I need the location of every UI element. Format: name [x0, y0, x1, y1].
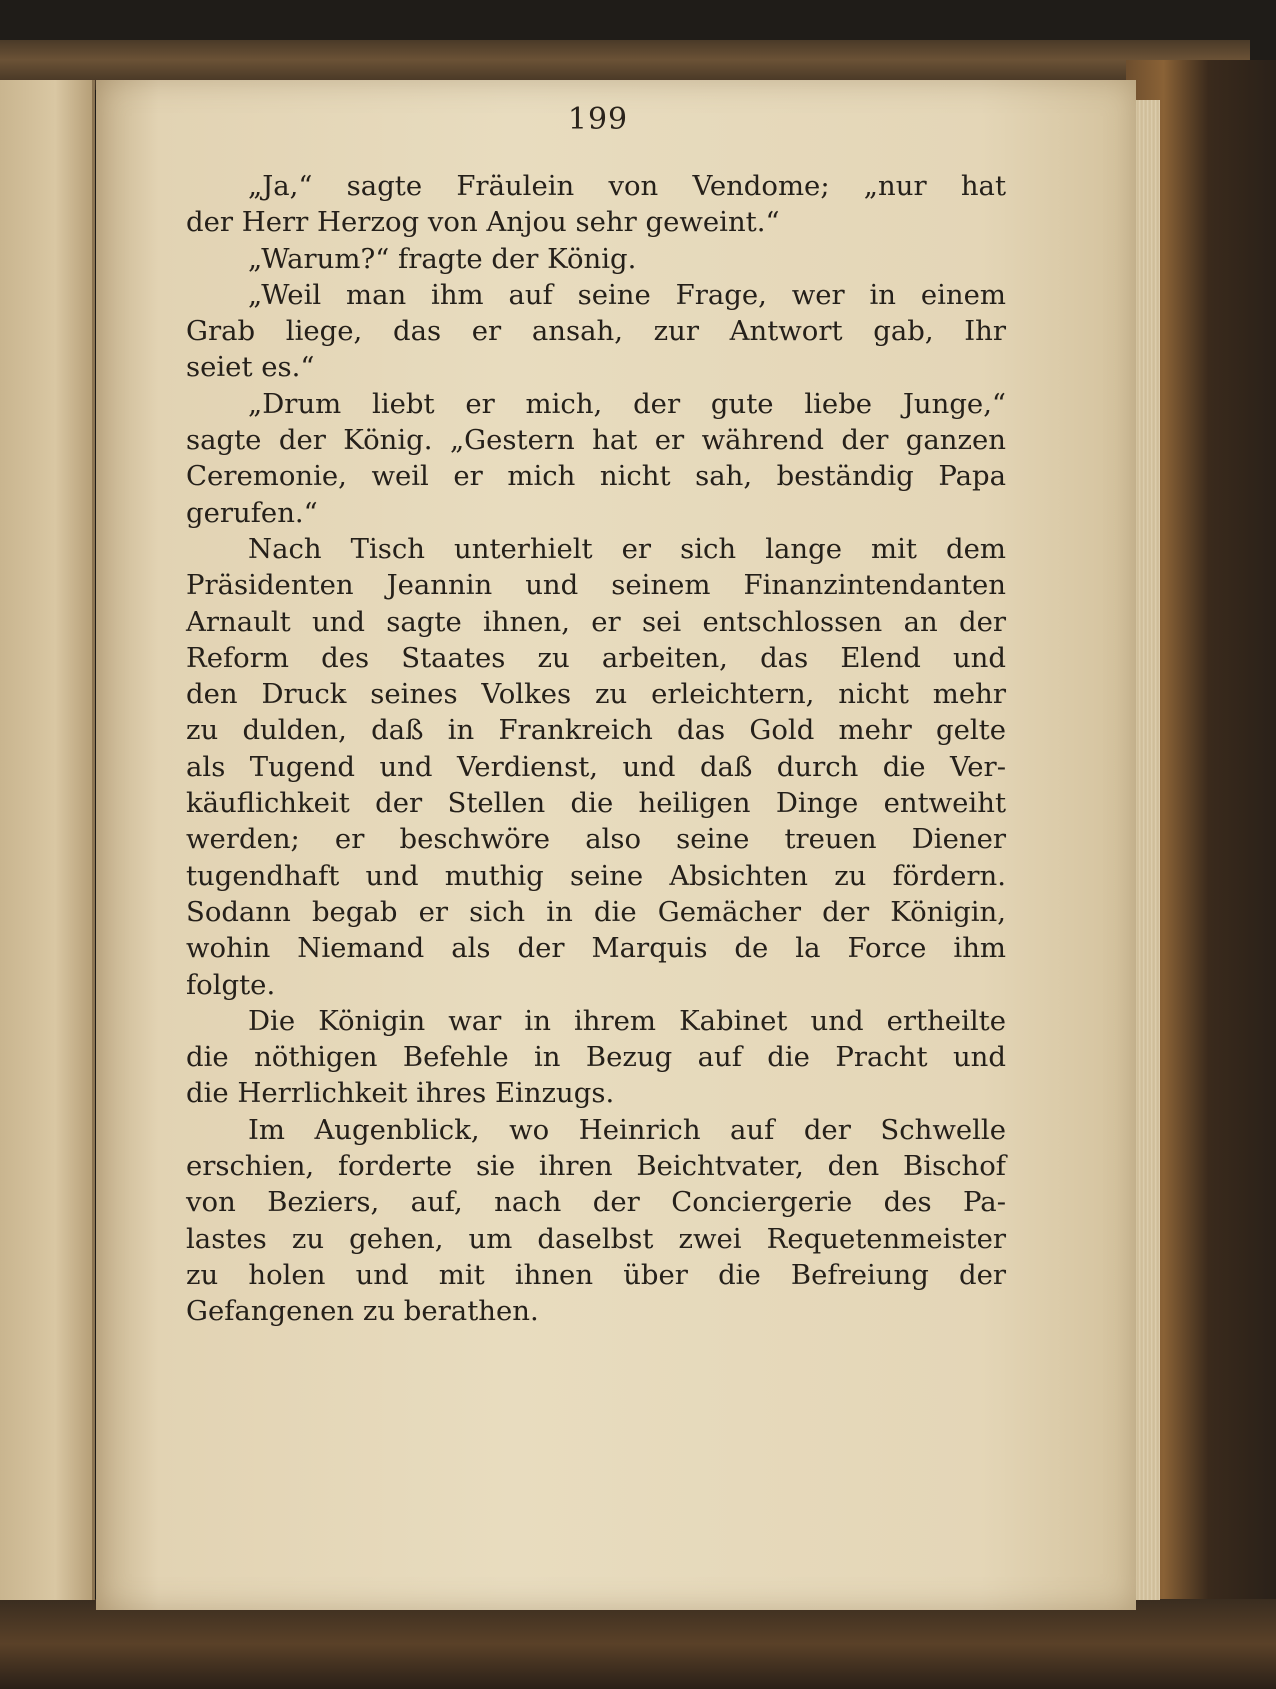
text-line: gerufen.“: [186, 496, 318, 529]
text-line: Grab liege, das er ansah, zur Antwort gab, Ihr: [186, 315, 1006, 348]
text-line: seiet es.“: [186, 351, 315, 384]
text-line: die nöthigen Befehle in Bezug auf die Pracht und: [186, 1041, 1006, 1074]
text-line: wohin Niemand als der Marquis de la Force ihm: [186, 932, 1006, 965]
text-line: sagte der König. „Gestern hat er während der ganzen: [186, 424, 1006, 457]
text-line: die Herrlichkeit ihres Einzugs.: [186, 1077, 615, 1110]
text-line: als Tugend und Verdienst, und daß durch die Ver-: [186, 750, 1006, 783]
text-line: den Druck seines Volkes zu erleichtern, nicht mehr: [186, 678, 1006, 711]
text-line: Nach Tisch unterhielt er sich lange mit dem: [248, 532, 1006, 565]
text-line: folgte.: [186, 968, 276, 1001]
book-cover-bottom-edge: [0, 1599, 1276, 1689]
text-line: käuflichkeit der Stellen die heiligen Dinge entweiht: [186, 787, 1006, 820]
text-line: zu holen und mit ihnen über die Befreiung der: [186, 1258, 1006, 1291]
page-number: 199: [567, 102, 629, 137]
text-line: der Herr Herzog von Anjou sehr geweint.“: [186, 206, 780, 239]
book-page: [96, 80, 1136, 1610]
text-line: Arnault und sagte ihnen, er sei entschlossen an der: [186, 605, 1006, 638]
text-line: Ceremonie, weil er mich nicht sah, beständig Papa: [186, 460, 1006, 493]
text-line: „Weil man ihm auf seine Frage, wer in einem: [248, 278, 1006, 311]
text-line: Sodann begab er sich in die Gemächer der Königin,: [186, 895, 1006, 928]
text-line: Die Königin war in ihrem Kabinet und ertheilte: [248, 1004, 1006, 1037]
text-line: „Ja,“ sagte Fräulein von Vendome; „nur hat: [248, 170, 1006, 202]
text-line: zu dulden, daß in Frankreich das Gold mehr gelte: [186, 714, 1006, 747]
text-line: erschien, forderte sie ihren Beichtvater, den Bischof: [186, 1150, 1006, 1183]
text-line: Präsidenten Jeannin und seinem Finanzintendanten: [186, 569, 1006, 602]
text-line: „Warum?“ fragte der König.: [248, 242, 637, 275]
text-line: von Beziers, auf, nach der Conciergerie des Pa-: [186, 1186, 1006, 1219]
page-body-text: [186, 168, 1006, 1330]
text-line: werden; er beschwöre also seine treuen Diener: [186, 823, 1006, 856]
text-line: „Drum liebt er mich, der gute liebe Junge,“: [248, 387, 1006, 420]
text-line: Reform des Staates zu arbeiten, das Elend und: [186, 641, 1006, 674]
text-line: Gefangenen zu berathen.: [186, 1295, 539, 1328]
text-line: Im Augenblick, wo Heinrich auf der Schwelle: [248, 1113, 1006, 1146]
text-line: lastes zu gehen, um daselbst zwei Requetenmeister: [186, 1222, 1006, 1255]
left-facing-page: [0, 80, 95, 1600]
text-line: tugendhaft und muthig seine Absichten zu fördern.: [186, 859, 1006, 892]
